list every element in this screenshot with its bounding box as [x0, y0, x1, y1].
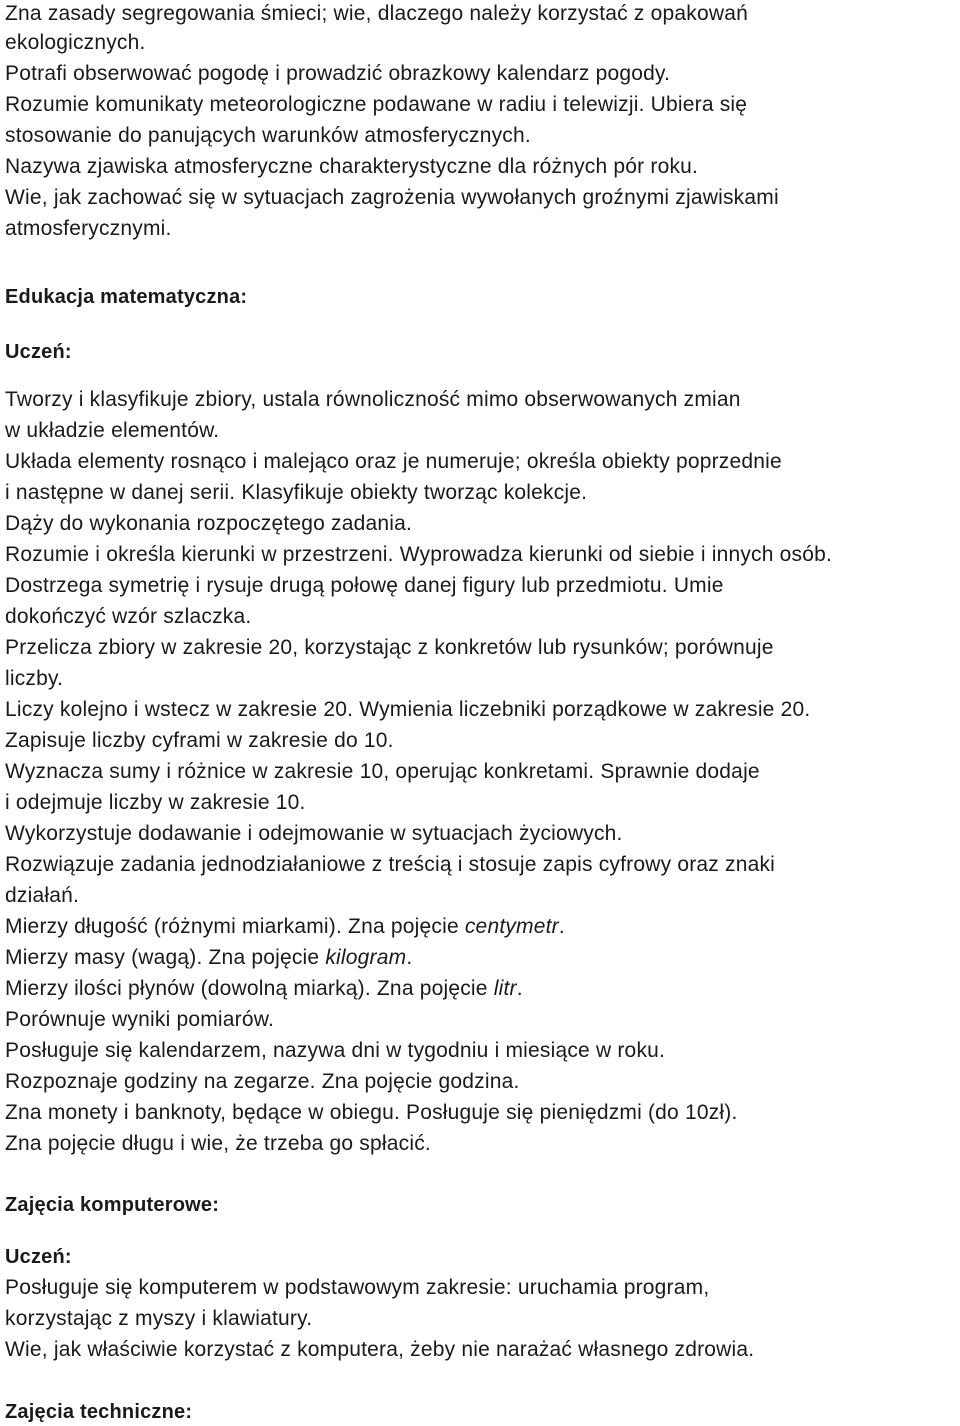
- term-emphasis: litr: [493, 977, 517, 1000]
- text-line: Dąży do wykonania rozpoczętego zadania.: [5, 512, 413, 535]
- text-line: Wykorzystuje dodawanie i odejmowanie w sytuacjach życiowych.: [5, 822, 623, 845]
- text-line: działań.: [5, 884, 79, 907]
- text-line: Zapisuje liczby cyframi w zakresie do 10.: [5, 729, 394, 752]
- text-line: i następne w danej serii. Klasyfikuje obiekty tworząc kolekcje.: [5, 481, 588, 504]
- text-line: Zna zasady segregowania śmieci; wie, dlaczego należy korzystać z opakowań: [5, 2, 748, 25]
- text-fragment: Mierzy masy (wagą). Zna pojęcie: [5, 946, 326, 969]
- text-line: Wyznacza sumy i różnice w zakresie 10, operując konkretami. Sprawnie dodaje: [5, 760, 760, 783]
- text-line: i odejmuje liczby w zakresie 10.: [5, 791, 306, 814]
- section-heading-math: Edukacja matematyczna:: [5, 286, 248, 308]
- text-line: Nazywa zjawiska atmosferyczne charakterystyczne dla różnych pór roku.: [5, 155, 699, 178]
- text-fragment: .: [558, 915, 565, 938]
- text-line: Potrafi obserwować pogodę i prowadzić obrazkowy kalendarz pogody.: [5, 62, 671, 85]
- term-emphasis: kilogram: [325, 946, 407, 969]
- text-line: atmosferycznymi.: [5, 217, 172, 240]
- text-fragment: .: [406, 946, 413, 969]
- section-heading-computer: Zajęcia komputerowe:: [5, 1194, 220, 1216]
- text-line-measure-length: [5, 913, 565, 941]
- section-heading-technical: Zajęcia techniczne:: [5, 1401, 193, 1423]
- text-line: Posługuje się komputerem w podstawowym zakresie: uruchamia program,: [5, 1276, 710, 1299]
- text-fragment: Mierzy długość (różnymi miarkami). Zna pojęcie: [5, 915, 465, 938]
- text-line: Rozwiązuje zadania jednodziałaniowe z treścią i stosuje zapis cyfrowy oraz znaki: [5, 853, 776, 876]
- text-line: Wie, jak właściwie korzystać z komputera, żeby nie narażać własnego zdrowia.: [5, 1338, 755, 1361]
- text-line: Wie, jak zachować się w sytuacjach zagrożenia wywołanych groźnymi zjawiskami: [5, 186, 779, 209]
- text-line: Przelicza zbiory w zakresie 20, korzystając z konkretów lub rysunków; porównuje: [5, 636, 774, 659]
- text-line: w układzie elementów.: [5, 419, 220, 442]
- text-line: Zna pojęcie długu i wie, że trzeba go spłacić.: [5, 1132, 431, 1155]
- text-line: stosowanie do panujących warunków atmosferycznych.: [5, 124, 531, 147]
- text-line: dokończyć wzór szlaczka.: [5, 605, 252, 628]
- text-line: korzystając z myszy i klawiatury.: [5, 1307, 313, 1330]
- text-line: Dostrzega symetrię i rysuje drugą połowę danej figury lub przedmiotu. Umie: [5, 574, 724, 597]
- text-line-measure-liquid: [5, 975, 523, 1003]
- text-fragment: Mierzy ilości płynów (dowolną miarką). Zna pojęcie: [5, 977, 494, 1000]
- text-line: Rozpoznaje godziny na zegarze. Zna pojęcie godzina.: [5, 1070, 520, 1093]
- text-line: Tworzy i klasyfikuje zbiory, ustala równoliczność mimo obserwowanych zmian: [5, 388, 741, 411]
- text-line: Rozumie komunikaty meteorologiczne podawane w radiu i telewizji. Ubiera się: [5, 93, 748, 116]
- text-line: Układa elementy rosnąco i malejąco oraz je numeruje; określa obiekty poprzednie: [5, 450, 782, 473]
- text-line: ekologicznych.: [5, 31, 146, 54]
- text-line: liczby.: [5, 667, 64, 690]
- text-line-measure-mass: [5, 944, 412, 972]
- text-line: Rozumie i określa kierunki w przestrzeni. Wyprowadza kierunki od siebie i innych osób.: [5, 543, 833, 566]
- text-line: Porównuje wyniki pomiarów.: [5, 1008, 274, 1031]
- text-line: Zna monety i banknoty, będące w obiegu. Posługuje się pieniędzmi (do 10zł).: [5, 1101, 738, 1124]
- section-subheading-computer: Uczeń:: [5, 1246, 72, 1268]
- section-subheading-math: Uczeń:: [5, 341, 72, 363]
- text-fragment: .: [516, 977, 523, 1000]
- text-line: Liczy kolejno i wstecz w zakresie 20. Wymienia liczebniki porządkowe w zakresie 20.: [5, 698, 811, 721]
- term-emphasis: centymetr: [464, 915, 559, 938]
- text-line: Posługuje się kalendarzem, nazywa dni w tygodniu i miesiące w roku.: [5, 1039, 666, 1062]
